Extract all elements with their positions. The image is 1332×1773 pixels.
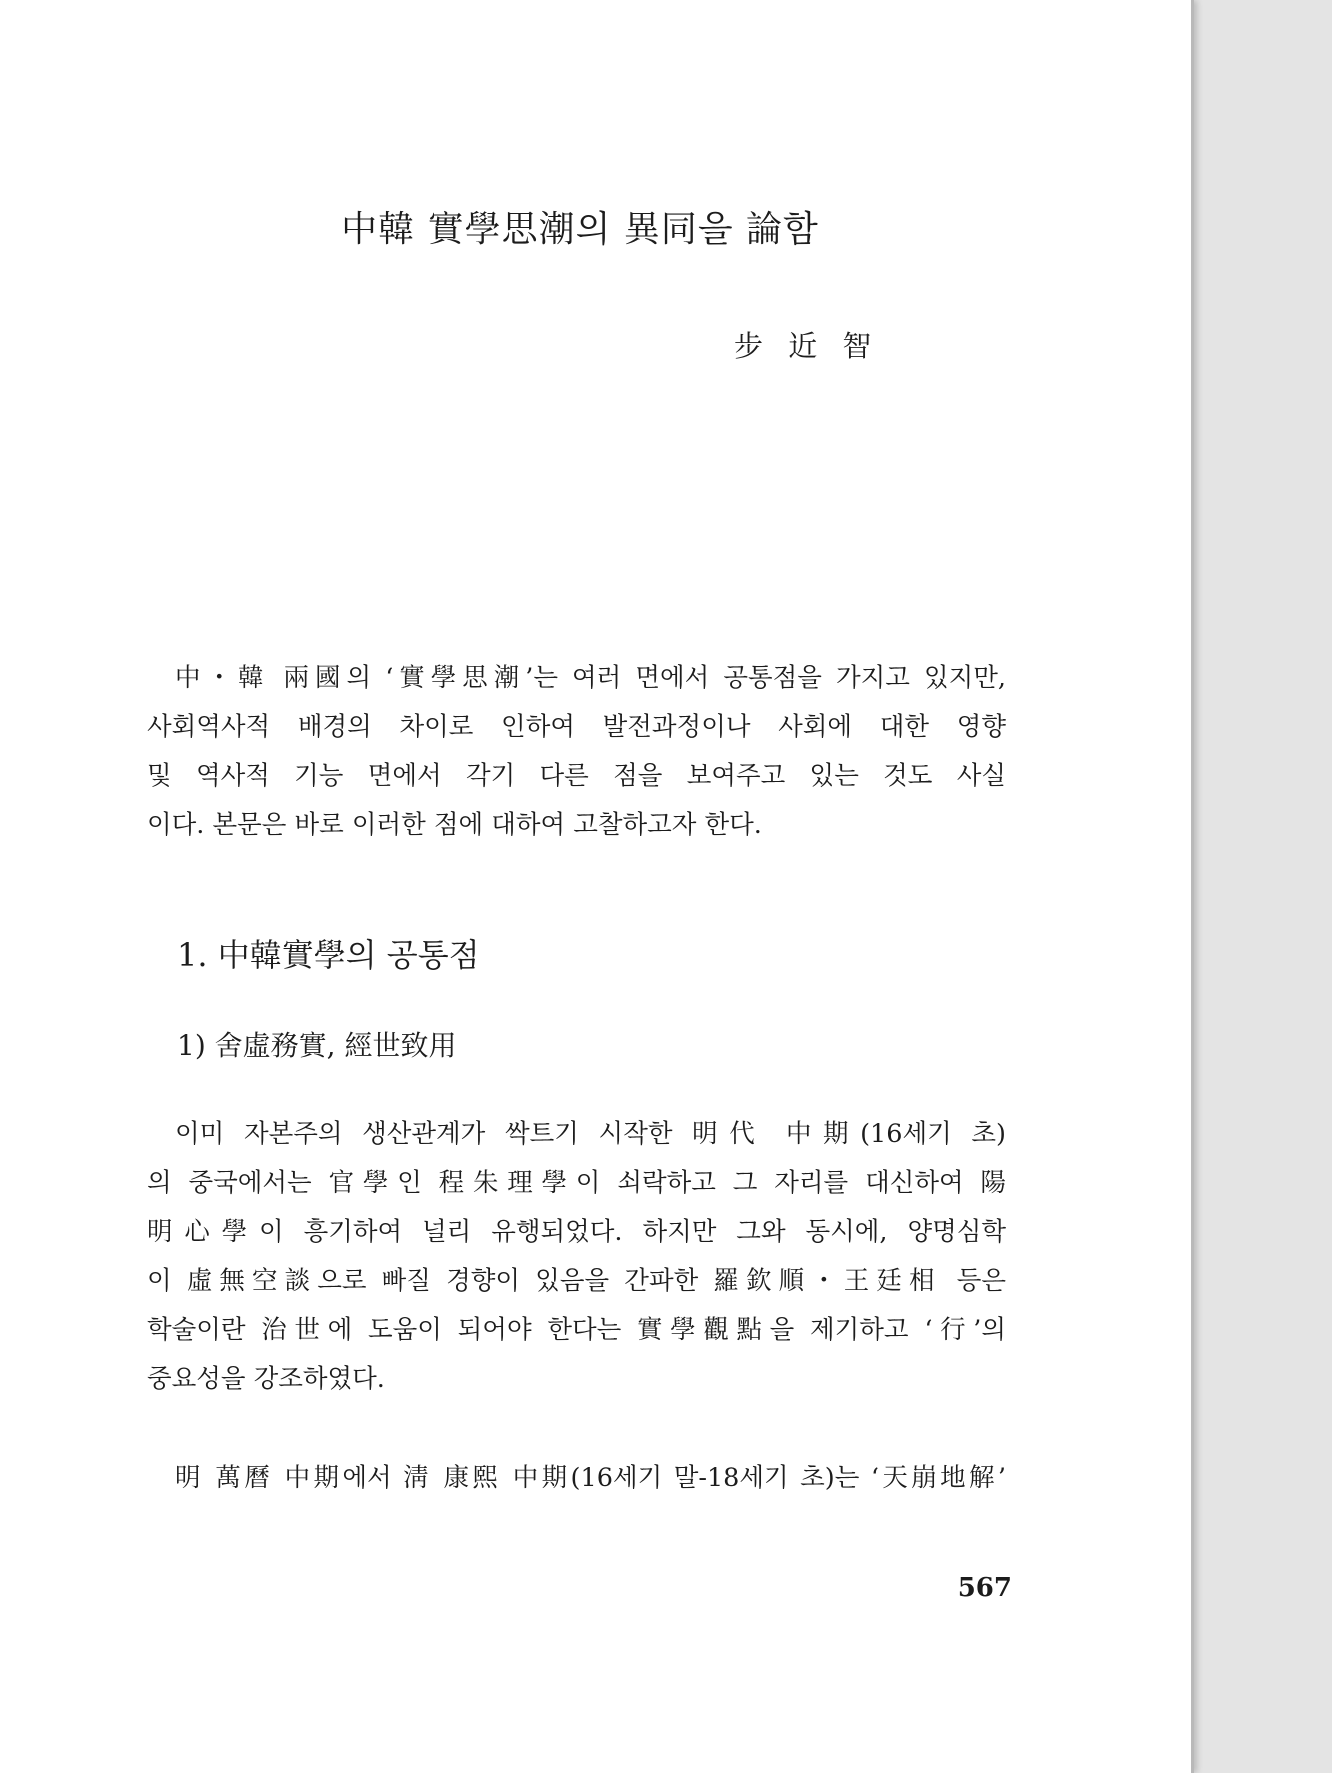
body-line: 이미 자본주의 생산관계가 싹트기 시작한 明代 中期(16세기 초) bbox=[175, 1119, 1006, 1149]
abstract-line: 사회역사적 배경의 차이로 인하여 발전과정이나 사회에 대한 영향 bbox=[147, 712, 1006, 742]
page-number: 567 bbox=[957, 1573, 1012, 1603]
body-line: 학술이란 治世에 도움이 되어야 한다는 實學觀點을 제기하고 ‘行’의 bbox=[147, 1315, 1006, 1345]
subsection-heading: 1) 舍虛務實, 經世致用 bbox=[177, 1029, 457, 1062]
closing-paragraph bbox=[147, 1454, 1006, 1503]
abstract-line: 이다. 본문은 바로 이러한 점에 대하여 고찰하고자 한다. bbox=[147, 810, 762, 840]
author-name: 步 近 智 bbox=[734, 329, 880, 363]
abstract-paragraph bbox=[147, 654, 1006, 850]
body-paragraph bbox=[147, 1110, 1006, 1404]
closing-line: 明 萬曆 中期에서 淸 康熙 中期(16세기 말-18세기 초)는 ‘天崩地解’ bbox=[175, 1463, 1006, 1493]
abstract-line: 中・韓 兩國의 ‘實學思潮’는 여러 면에서 공통점을 가지고 있지만, bbox=[175, 663, 1006, 693]
abstract-line: 및 역사적 기능 면에서 각기 다른 점을 보여주고 있는 것도 사실 bbox=[147, 761, 1006, 791]
section-heading: 1. 中韓實學의 공통점 bbox=[177, 936, 480, 974]
article-title: 中韓 實學思潮의 異同을 論함 bbox=[341, 209, 819, 250]
body-line: 중요성을 강조하였다. bbox=[147, 1364, 385, 1394]
body-line: 의 중국에서는 官學인 程朱理學이 쇠락하고 그 자리를 대신하여 陽 bbox=[147, 1168, 1006, 1198]
body-line: 이 虛無空談으로 빠질 경향이 있음을 간파한 羅欽順・王廷相 등은 bbox=[147, 1266, 1006, 1296]
body-line: 明心學이 흥기하여 널리 유행되었다. 하지만 그와 동시에, 양명심학 bbox=[147, 1217, 1006, 1247]
